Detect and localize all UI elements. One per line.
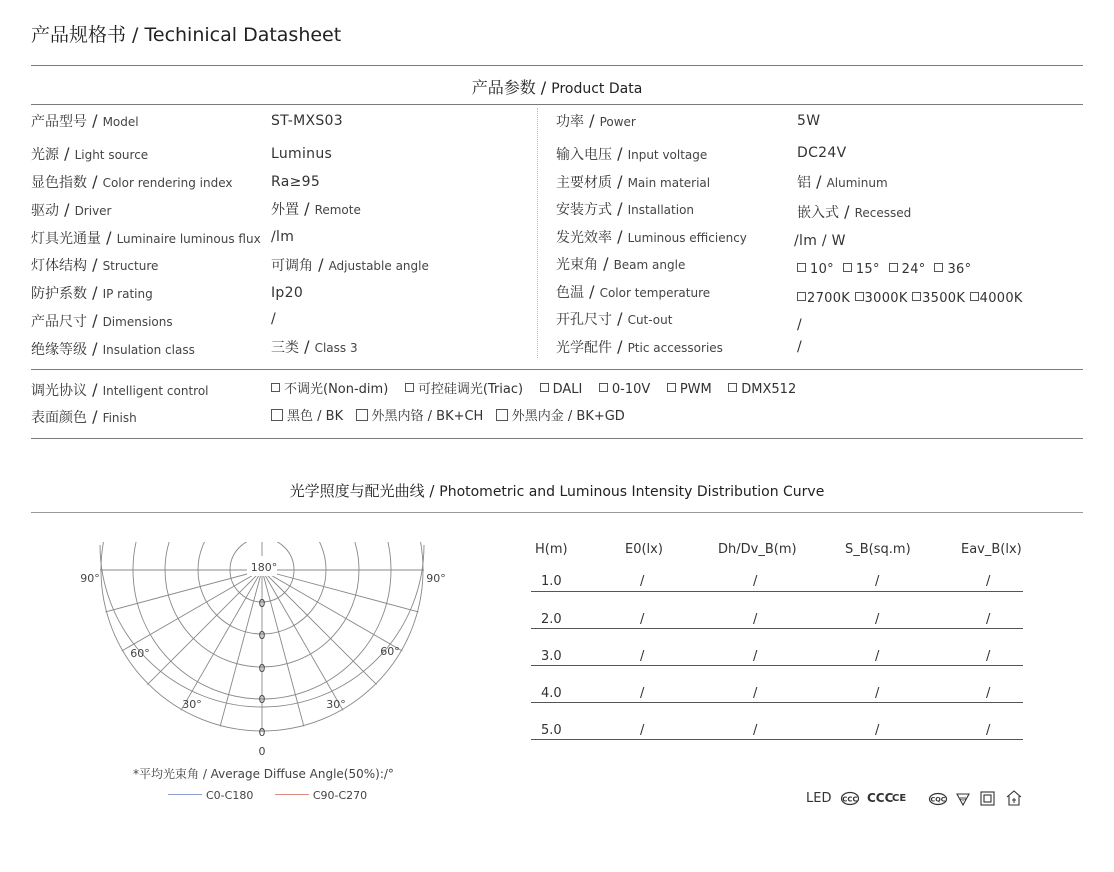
spec-value-input-voltage: DC24V bbox=[797, 145, 847, 161]
polar-spoke bbox=[106, 570, 263, 612]
cct-option[interactable]: 3500K bbox=[912, 291, 965, 306]
spec-value-model: ST-MXS03 bbox=[271, 113, 343, 129]
checkbox-icon bbox=[970, 292, 979, 301]
spec-row-power: 功率 / Power bbox=[556, 111, 636, 130]
spec-row-light-source: 光源 / Light source bbox=[31, 144, 149, 163]
class-iii-icon bbox=[956, 792, 970, 806]
beam-option[interactable]: 15° bbox=[843, 262, 880, 277]
checkbox-icon bbox=[271, 383, 280, 392]
spec-value-ip-rating: Ip20 bbox=[271, 285, 304, 301]
table-header: E0(lx) bbox=[625, 542, 663, 557]
legend bbox=[168, 789, 367, 802]
table-header: Eav_B(lx) bbox=[961, 542, 1022, 557]
cct-option[interactable]: 2700K bbox=[797, 291, 850, 306]
spec-row-dimensions: 产品尺寸 / Dimensions bbox=[31, 311, 173, 330]
section-title-photometric: 光学照度与配光曲线 / Photometric and Luminous Intensity Distribution Curve bbox=[289, 482, 825, 500]
cct-option[interactable]: 3000K bbox=[855, 291, 908, 306]
finish-option[interactable]: 外黑内金 / BK+GD bbox=[496, 409, 625, 424]
ring-label: 0 bbox=[258, 662, 266, 675]
checkbox-icon bbox=[728, 383, 737, 392]
svg-text:CQC: CQC bbox=[930, 795, 946, 804]
spec-row-beam-angle: 光束角 / Beam angle bbox=[556, 254, 686, 273]
spec-value-dimensions: / bbox=[271, 311, 277, 327]
spec-row-finish: 表面颜色 / Finish bbox=[31, 407, 137, 426]
checkbox-icon bbox=[496, 409, 508, 421]
page-title: 产品规格书 / Techinical Datasheet bbox=[31, 24, 342, 46]
checkbox-icon bbox=[271, 409, 283, 421]
indoor-use-icon bbox=[1004, 789, 1024, 807]
angle-label-right-60: 60° bbox=[380, 645, 400, 658]
beam-option[interactable]: 36° bbox=[934, 262, 971, 277]
spec-value-color-temp bbox=[797, 288, 1023, 310]
angle-label-left-60: 60° bbox=[130, 647, 150, 660]
angle-label-left-30: 30° bbox=[182, 698, 202, 711]
ring-label: 0 bbox=[258, 745, 266, 758]
finish-option[interactable]: 外黑内铬 / BK+CH bbox=[356, 409, 484, 424]
ring-label: 0 bbox=[258, 726, 266, 739]
polar-spoke bbox=[262, 570, 377, 685]
spec-value-flux: /lm bbox=[271, 229, 295, 245]
angle-label-right-30: 30° bbox=[326, 698, 346, 711]
polar-spoke bbox=[262, 570, 419, 612]
ce-icon: CCC bbox=[867, 791, 894, 805]
spec-value-power: 5W bbox=[797, 113, 821, 129]
section-title-product-data: 产品参数 / Product Data bbox=[471, 78, 643, 97]
class-ii-icon bbox=[980, 791, 995, 806]
spec-row-installation: 安装方式 / Installation bbox=[556, 199, 695, 218]
polar-spoke bbox=[220, 570, 262, 727]
finish-options bbox=[271, 406, 625, 428]
angle-label-left-90: 90° bbox=[80, 572, 100, 585]
rohs-icon: CE bbox=[892, 793, 907, 804]
control-option[interactable]: 0-10V bbox=[599, 382, 650, 397]
checkbox-icon bbox=[599, 383, 608, 392]
svg-text:CCC: CCC bbox=[842, 795, 858, 804]
ccc-icon bbox=[840, 791, 860, 806]
spec-value-light-source: Luminus bbox=[271, 146, 333, 162]
polar-spoke bbox=[147, 570, 262, 685]
table-header: H(m) bbox=[535, 542, 568, 557]
control-option[interactable]: DMX512 bbox=[728, 382, 796, 397]
spec-value-beam-angle bbox=[797, 259, 971, 281]
spec-value-cri: Ra≥95 bbox=[271, 174, 321, 190]
checkbox-icon bbox=[356, 409, 368, 421]
spec-value-accessories: / bbox=[797, 339, 803, 355]
spec-row-insulation: 绝缘等级 / Insulation class bbox=[31, 339, 195, 358]
angle-label-180: 180° bbox=[250, 561, 278, 574]
checkbox-icon bbox=[889, 263, 898, 272]
polar-spoke bbox=[262, 570, 402, 651]
table-header: Dh/Dv_B(m) bbox=[718, 542, 797, 557]
divider-top bbox=[31, 65, 1083, 66]
checkbox-icon bbox=[797, 292, 806, 301]
divider-specs bbox=[31, 369, 1083, 370]
beam-option[interactable]: 10° bbox=[797, 262, 834, 277]
legend-swatch-c90 bbox=[275, 794, 309, 795]
spec-row-accessories: 光学配件 / Ptic accessories bbox=[556, 337, 723, 356]
spec-value-efficiency: /lm / W bbox=[794, 233, 846, 249]
finish-option[interactable]: 黑色 / BK bbox=[271, 409, 343, 424]
spec-row-material: 主要材质 / Main material bbox=[556, 172, 711, 191]
divider-finish bbox=[31, 438, 1083, 439]
legend-label-c90: C90-C270 bbox=[312, 789, 368, 802]
spec-value-driver: 外置 / Remote bbox=[271, 199, 361, 218]
spec-row-cut-out: 开孔尺寸 / Cut-out bbox=[556, 309, 673, 328]
spec-value-cut-out: / bbox=[797, 317, 803, 333]
polar-spoke bbox=[262, 570, 304, 727]
average-angle-note: *平均光束角 / Average Diffuse Angle(50%):/° bbox=[133, 767, 394, 781]
divider-product-data bbox=[31, 104, 1083, 105]
title-en: Techinical Datasheet bbox=[144, 24, 342, 46]
column-separator bbox=[537, 108, 538, 358]
spec-row-ip-rating: 防护系数 / IP rating bbox=[31, 283, 153, 302]
checkbox-icon bbox=[540, 383, 549, 392]
legend-label-c0: C0-C180 bbox=[206, 789, 254, 802]
ring-label: 0 bbox=[258, 629, 266, 642]
control-option[interactable]: PWM bbox=[667, 382, 712, 397]
checkbox-icon bbox=[667, 383, 676, 392]
checkbox-icon bbox=[843, 263, 852, 272]
cct-option[interactable]: 4000K bbox=[970, 291, 1023, 306]
legend-swatch-c0 bbox=[168, 794, 202, 795]
spec-value-structure: 可调角 / Adjustable angle bbox=[271, 255, 429, 274]
checkbox-icon bbox=[912, 292, 921, 301]
spec-row-efficiency: 发光效率 / Luminous efficiency bbox=[556, 227, 747, 246]
beam-option[interactable]: 24° bbox=[889, 262, 926, 277]
checkbox-icon bbox=[405, 383, 414, 392]
divider-photometric bbox=[31, 512, 1083, 513]
spec-row-control: 调光协议 / Intelligent control bbox=[31, 380, 209, 399]
angle-label-right-90: 90° bbox=[426, 572, 446, 585]
spec-value-material: 铝 / Aluminum bbox=[797, 172, 888, 191]
control-options bbox=[271, 379, 796, 401]
spec-row-color-temp: 色温 / Color temperature bbox=[556, 282, 711, 301]
polar-spoke bbox=[181, 570, 262, 710]
control-option[interactable]: 不调光(Non-dim) bbox=[271, 382, 388, 397]
spec-row-model: 产品型号 / Model bbox=[31, 111, 139, 130]
ring-label: 0 bbox=[258, 693, 266, 706]
spec-value-installation: 嵌入式 / Recessed bbox=[797, 202, 912, 221]
control-option[interactable]: DALI bbox=[540, 382, 583, 397]
polar-spoke bbox=[122, 570, 262, 651]
polar-spoke bbox=[262, 570, 343, 710]
spec-row-input-voltage: 输入电压 / Input voltage bbox=[556, 144, 708, 163]
cert-led: LED bbox=[806, 791, 832, 806]
spec-row-flux: 灯具光通量 / Luminaire luminous flux bbox=[31, 228, 261, 247]
spec-value-insulation: 三类 / Class 3 bbox=[271, 337, 358, 356]
spec-row-driver: 驱动 / Driver bbox=[31, 200, 112, 219]
polar-distribution-chart bbox=[60, 540, 480, 770]
table-header: S_B(sq.m) bbox=[845, 542, 911, 557]
spec-row-structure: 灯体结构 / Structure bbox=[31, 255, 159, 274]
cqc-icon bbox=[928, 792, 948, 806]
ring-label: 0 bbox=[258, 597, 266, 610]
checkbox-icon bbox=[934, 263, 943, 272]
title-zh: 产品规格书 bbox=[31, 24, 127, 46]
checkbox-icon bbox=[797, 263, 806, 272]
checkbox-icon bbox=[855, 292, 864, 301]
control-option[interactable]: 可控硅调光(Triac) bbox=[405, 382, 523, 397]
spec-row-cri: 显色指数 / Color rendering index bbox=[31, 172, 233, 191]
